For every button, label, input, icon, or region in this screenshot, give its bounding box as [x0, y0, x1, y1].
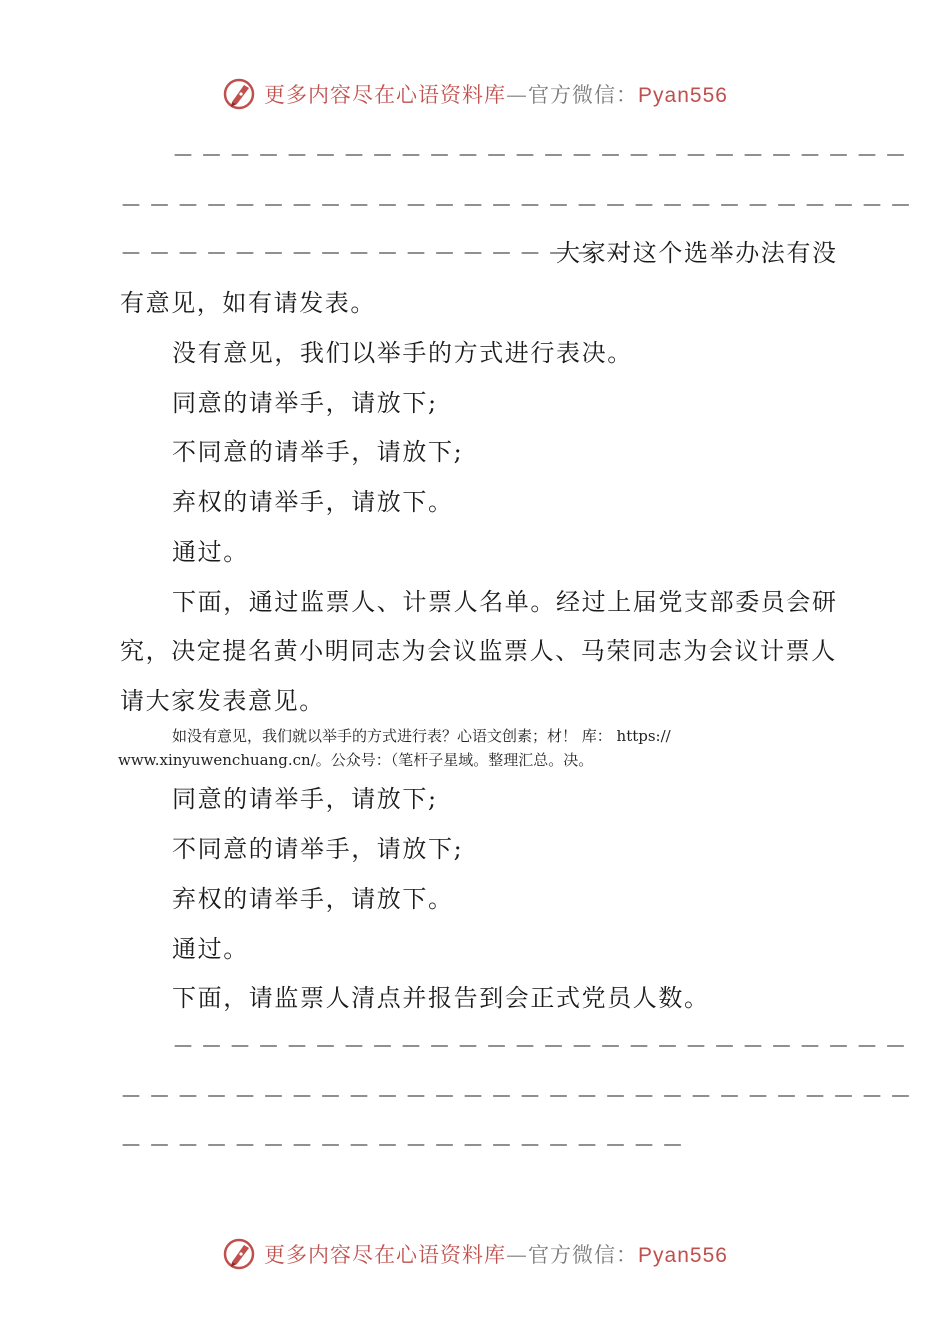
watermark-text: www.xinyuwenchuang.cn/。公众号：（笔杆子星域。整理汇总。决。	[118, 751, 594, 769]
paragraph-text: 没有意见，我们以举手的方式进行表决。	[172, 339, 633, 367]
paragraph-text: 有意见，如有请发表。	[120, 289, 376, 317]
dash-line: －－－－－－－－－－－－－－－－－－－－－－－－－－－－	[120, 194, 919, 219]
pen-nib-logo-icon	[222, 1236, 258, 1272]
pen-nib-logo-icon	[222, 76, 258, 112]
paragraph-text: 下面，通过监票人、计票人名单。经过上届党支部委员会研	[172, 588, 838, 616]
paragraph-text: 通过。	[172, 935, 249, 963]
header-banner	[0, 72, 950, 116]
paragraph-text: 请大家发表意见。	[120, 687, 325, 715]
dash-line: －－－－－－－－－－－－－－－－－－	[120, 242, 634, 267]
dash-line: －－－－－－－－－－－－－－－－－－－－－－－－－－－－	[120, 1085, 919, 1110]
dash-line: －－－－－－－－－－－－－－－－－－－－－－－－－－	[172, 1035, 914, 1060]
paragraph-text: 弃权的请举手，请放下。	[172, 488, 454, 516]
paragraph-text: 不同意的请举手，请放下;	[172, 835, 464, 863]
paragraph-text: 同意的请举手，请放下;	[172, 785, 438, 813]
paragraph-text: 不同意的请举手，请放下;	[172, 438, 464, 466]
paragraph-text: 究，决定提名黄小明同志为会议监票人、马荣同志为会议计票人	[120, 637, 837, 665]
watermark-text: 如没有意见，我们就以举手的方式进行表？心语文创素；材！ 库： https://	[172, 727, 671, 745]
paragraph-text: 通过。	[172, 538, 249, 566]
dash-line: －－－－－－－－－－－－－－－－－－－－	[120, 1134, 691, 1159]
paragraph-text: 大家对这个选举办法有没	[556, 239, 838, 267]
header-banner-text: 更多内容尽在心语资料库—官方微信：Pyan556	[264, 83, 728, 107]
paragraph-text: 弃权的请举手，请放下。	[172, 885, 454, 913]
footer-banner-text: 更多内容尽在心语资料库—官方微信：Pyan556	[264, 1243, 728, 1267]
dash-line: －－－－－－－－－－－－－－－－－－－－－－－－－－	[172, 144, 914, 169]
paragraph-text: 下面，请监票人清点并报告到会正式党员人数。	[172, 984, 710, 1012]
paragraph-text: 同意的请举手，请放下;	[172, 389, 438, 417]
footer-banner	[0, 1232, 950, 1276]
